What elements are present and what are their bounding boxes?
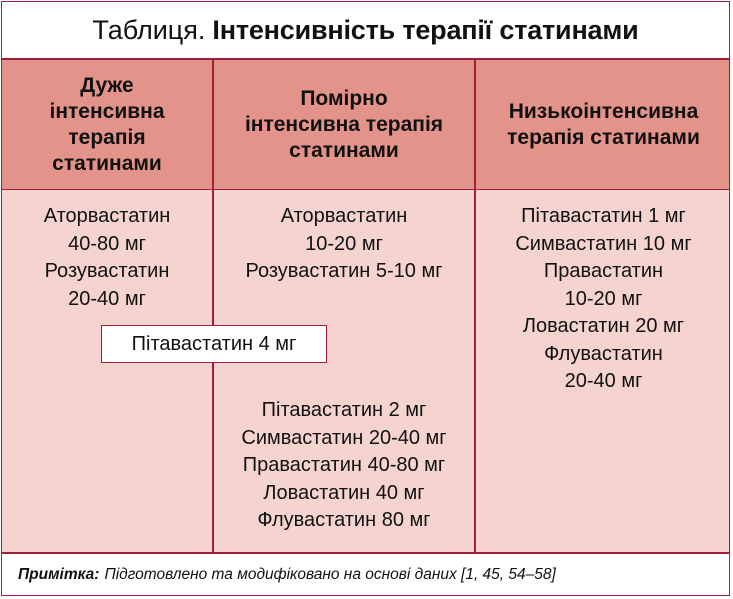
- drug-line: 10-20 мг: [564, 287, 643, 310]
- drug-line: Пітавастатин 1 мг: [521, 205, 686, 227]
- drug-line: Ловастатин 20 мг: [522, 315, 685, 337]
- drug-line: Розувастатин 5-10 мг: [245, 260, 443, 282]
- moderate-intensity-drugs-top: [213, 203, 475, 286]
- title-main: Інтенсивність терапії статинами: [212, 14, 639, 45]
- footnote-label: Примітка:: [18, 566, 100, 583]
- drug-line: Аторвастатин: [43, 205, 171, 227]
- header-line: Помірно: [300, 87, 388, 110]
- header-line: терапія статинами: [507, 126, 700, 149]
- title-prefix: Таблиця.: [92, 14, 206, 45]
- header-moderate-intensity: [213, 60, 475, 190]
- header-row: [2, 60, 729, 190]
- header-line: статинами: [289, 139, 399, 162]
- header-line: терапія: [68, 126, 146, 149]
- header-line: інтенсивна терапія: [244, 113, 444, 136]
- table-footnote: [18, 560, 556, 590]
- drug-line: Правастатин 40-80 мг: [242, 454, 446, 476]
- drug-line: 40-80 мг: [68, 232, 146, 255]
- drug-line: Ловастатин 40 мг: [263, 481, 425, 504]
- drug-line: Симвастатин 10 мг: [515, 232, 692, 255]
- drug-line: Розувастатин: [44, 260, 170, 282]
- table-card: [1, 1, 730, 596]
- drug-line: Флувастатин 80 мг: [257, 509, 431, 531]
- drug-line: 20-40 мг: [68, 287, 146, 310]
- header-line: інтенсивна: [49, 100, 165, 123]
- header-low-intensity: [476, 60, 731, 190]
- header-line: статинами: [52, 152, 162, 175]
- header-very-high-intensity: [2, 60, 212, 190]
- drug-line: 20-40 мг: [564, 370, 643, 392]
- header-line: Дуже: [80, 74, 134, 97]
- drug-line: Пітавастатин 2 мг: [261, 399, 427, 421]
- very-high-intensity-drugs: [2, 203, 212, 313]
- drug-line: 10-20 мг: [305, 232, 383, 255]
- header-line: Низькоінтенсивна: [508, 100, 699, 123]
- drug-line: Симвастатин 20-40 мг: [241, 426, 447, 449]
- table-title: [2, 2, 729, 58]
- footer-divider: [2, 552, 729, 554]
- footnote-text: Підготовлено та модифіковано на основі даних [1, 45, 54–58]: [104, 566, 556, 583]
- drug-line: Аторвастатин: [280, 205, 408, 227]
- drug-line: Правастатин: [543, 260, 664, 282]
- low-intensity-drugs: [476, 203, 731, 396]
- drug-line: Флувастатин: [544, 342, 663, 365]
- moderate-intensity-drugs-bottom: [213, 397, 475, 535]
- pitavastatin-4mg-box: Пітавастатин 4 мг: [101, 325, 327, 363]
